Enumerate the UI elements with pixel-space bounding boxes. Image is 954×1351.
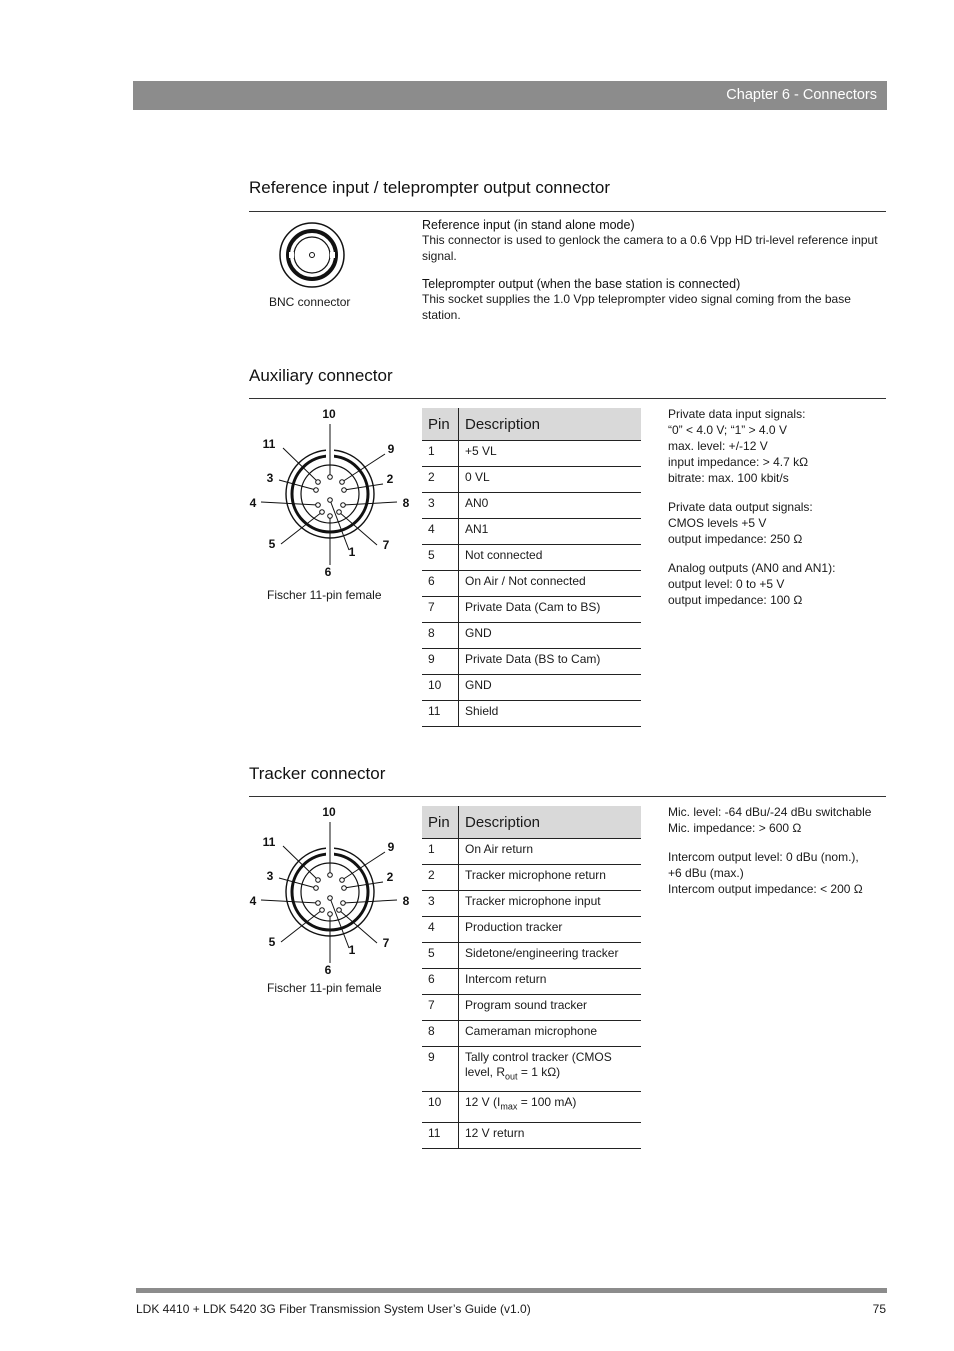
pin-socket: [328, 514, 333, 519]
pin-description: Intercom return: [459, 969, 642, 995]
pin-description: On Air / Not connected: [459, 571, 642, 597]
reference-descriptions: [422, 218, 884, 323]
teleprompter-output-heading: Teleprompter output (when the base station is connected): [422, 277, 741, 291]
note-line: Intercom output level: 0 dBu (nom.),: [668, 850, 859, 864]
chapter-header-bar: [133, 81, 887, 110]
pin-label: 9: [387, 442, 395, 456]
pin-socket: [328, 912, 333, 917]
pin-label: 11: [262, 835, 276, 849]
pin-socket: [316, 480, 321, 485]
pin-number: 10: [422, 1092, 459, 1122]
auxiliary-connector-caption: Fischer 11-pin female: [267, 588, 382, 602]
pin-label: 3: [266, 471, 274, 485]
pin-leader-line: [344, 882, 383, 888]
pin-label: 6: [324, 565, 332, 579]
pin-label: 6: [324, 963, 332, 977]
note-line: Private data output signals:: [668, 500, 813, 514]
pin-label: 5: [268, 537, 276, 551]
reference-section-title: Reference input / teleprompter output connector: [249, 178, 610, 197]
pin-number: 5: [422, 545, 459, 571]
table-row: [422, 1092, 641, 1122]
table-row: [422, 493, 641, 519]
section-divider: [249, 398, 886, 399]
pin-socket: [337, 908, 342, 913]
reference-input-text: This connector is used to genlock the camera to a 0.6 Vpp HD tri-level reference input signal.: [422, 233, 878, 263]
table-row: [422, 571, 641, 597]
pin-leader-line: [279, 480, 316, 490]
pin-label: 1: [348, 943, 356, 957]
table-row: [422, 701, 641, 727]
pin-number: 7: [422, 597, 459, 623]
pin-number: 8: [422, 1021, 459, 1047]
note-line: output level: 0 to +5 V: [668, 577, 785, 591]
note-line: Analog outputs (AN0 and AN1):: [668, 561, 836, 575]
table-row: [422, 943, 641, 969]
pin-description: Tracker microphone return: [459, 865, 642, 891]
note-line: Private data input signals:: [668, 407, 806, 421]
table-row: [422, 649, 641, 675]
auxiliary-pin-table: [422, 408, 641, 727]
pin-description: GND: [459, 623, 642, 649]
pin-leader-line: [330, 500, 349, 550]
pin-socket: [316, 503, 321, 508]
pin-number: 3: [422, 891, 459, 917]
pin-description: AN1: [459, 519, 642, 545]
tracker-section-title: Tracker connector: [249, 764, 386, 783]
pin-number: 1: [422, 839, 459, 865]
pin-description: Private Data (Cam to BS): [459, 597, 642, 623]
table-row: [422, 1021, 641, 1047]
pin-leader-line: [279, 878, 316, 888]
pin-label: 3: [266, 869, 274, 883]
pin-label: 10: [322, 407, 336, 421]
page-number: 75: [872, 1302, 886, 1316]
pin-number: 4: [422, 917, 459, 943]
note-line: output impedance: 100 Ω: [668, 593, 803, 607]
tracker-connector-caption: Fischer 11-pin female: [267, 981, 382, 995]
pin-description: Private Data (BS to Cam): [459, 649, 642, 675]
pin-leader-line: [343, 502, 397, 505]
pin-number: 7: [422, 995, 459, 1021]
pin-socket: [316, 878, 321, 883]
section-divider: [249, 796, 886, 797]
pin-leader-line: [344, 484, 383, 490]
pin-label: 2: [386, 472, 394, 486]
pin-leader-line: [343, 900, 397, 903]
document-title: LDK 4410 + LDK 5420 3G Fiber Transmission System User’s Guide (v1.0): [136, 1302, 531, 1316]
table-row: [422, 917, 641, 943]
pin-socket: [341, 503, 346, 508]
fischer-11-pin-diagram: [245, 402, 415, 580]
table-row: [422, 675, 641, 701]
pin-label: 7: [382, 936, 390, 950]
pin-description: GND: [459, 675, 642, 701]
pin-number: 2: [422, 865, 459, 891]
chapter-title: Chapter 6 - Connectors: [726, 87, 877, 103]
pin-leader-line: [261, 502, 318, 505]
pin-description: AN0: [459, 493, 642, 519]
pin-column-header: Pin: [422, 806, 459, 839]
note-line: +6 dBu (max.): [668, 866, 744, 880]
pin-number: 2: [422, 467, 459, 493]
pin-number: 11: [422, 701, 459, 727]
pin-socket: [340, 878, 345, 883]
pin-description: Shield: [459, 701, 642, 727]
table-row: [422, 623, 641, 649]
table-row: [422, 545, 641, 571]
table-row: [422, 467, 641, 493]
pin-label: 1: [348, 545, 356, 559]
pin-socket: [316, 901, 321, 906]
note-line: bitrate: max. 100 kbit/s: [668, 471, 789, 485]
pin-label: 10: [322, 805, 336, 819]
tracker-pin-table: [422, 806, 641, 1149]
pin-label: 2: [386, 870, 394, 884]
note-line: input impedance: > 4.7 kΩ: [668, 455, 809, 469]
table-row: [422, 597, 641, 623]
pin-column-header: Pin: [422, 408, 459, 441]
pin-label: 5: [268, 935, 276, 949]
pin-socket: [342, 488, 347, 493]
pin-number: 1: [422, 441, 459, 467]
bnc-connector-caption: BNC connector: [269, 295, 351, 309]
pin-socket: [342, 886, 347, 891]
pin-label: 11: [262, 437, 276, 451]
pin-description: +5 VL: [459, 441, 642, 467]
pin-label: 4: [249, 496, 257, 510]
section-divider: [249, 211, 886, 212]
pin-description: Tally control tracker (CMOS level, $R_{out} = 1$ kΩ): [459, 1047, 642, 1092]
pin-number: 8: [422, 623, 459, 649]
pin-socket: [320, 908, 325, 913]
table-row: [422, 969, 641, 995]
pin-description: 12 V return: [459, 1122, 642, 1148]
pin-description: Cameraman microphone: [459, 1021, 642, 1047]
pin-description: Sidetone/engineering tracker: [459, 943, 642, 969]
pin-number: 10: [422, 675, 459, 701]
teleprompter-output-text: This socket supplies the 1.0 Vpp teleprompter video signal coming from the base station.: [422, 292, 851, 322]
pin-label: 9: [387, 840, 395, 854]
pin-socket: [314, 488, 319, 493]
fischer-11-pin-diagram: [245, 800, 415, 978]
description-column-header: Description: [459, 806, 642, 839]
note-line: Mic. level: -64 dBu/-24 dBu switchable: [668, 805, 872, 819]
pin-socket: [328, 873, 333, 878]
pin-description: Not connected: [459, 545, 642, 571]
table-row: [422, 441, 641, 467]
pin-description: On Air return: [459, 839, 642, 865]
pin-description: Program sound tracker: [459, 995, 642, 1021]
pin-description: Production tracker: [459, 917, 642, 943]
pin-label: 8: [402, 496, 410, 510]
note-line: “0” < 4.0 V; “1” > 4.0 V: [668, 423, 787, 437]
pin-label: 8: [402, 894, 410, 908]
table-row: [422, 519, 641, 545]
pin-number: 5: [422, 943, 459, 969]
pin-number: 9: [422, 649, 459, 675]
pin-number: 3: [422, 493, 459, 519]
table-row: [422, 995, 641, 1021]
pin-leader-line: [330, 898, 349, 948]
table-row: [422, 839, 641, 865]
table-row: [422, 891, 641, 917]
pin-socket: [340, 480, 345, 485]
note-line: output impedance: 250 Ω: [668, 532, 803, 546]
pin-socket: [328, 896, 333, 901]
reference-input-heading: Reference input (in stand alone mode): [422, 218, 635, 232]
footer-bar: [136, 1288, 887, 1293]
table-row: [422, 1047, 641, 1092]
table-row: [422, 865, 641, 891]
pin-socket: [328, 498, 333, 503]
auxiliary-notes: [668, 406, 886, 621]
bnc-connector-icon: [278, 222, 346, 290]
pin-socket: [320, 510, 325, 515]
pin-number: 11: [422, 1122, 459, 1148]
pin-socket: [314, 886, 319, 891]
pin-label: 7: [382, 538, 390, 552]
note-line: max. level: +/-12 V: [668, 439, 768, 453]
note-line: Intercom output impedance: < 200 Ω: [668, 882, 863, 896]
pin-leader-line: [261, 900, 318, 903]
tracker-notes: [668, 804, 886, 910]
pin-number: 6: [422, 969, 459, 995]
auxiliary-section-title: Auxiliary connector: [249, 366, 393, 385]
pin-description: Tracker microphone input: [459, 891, 642, 917]
pin-description: 12 V ($I_{max} = 100$ mA): [459, 1092, 642, 1122]
description-column-header: Description: [459, 408, 642, 441]
pin-socket: [337, 510, 342, 515]
pin-description: 0 VL: [459, 467, 642, 493]
note-line: Mic. impedance: > 600 Ω: [668, 821, 802, 835]
note-line: CMOS levels +5 V: [668, 516, 767, 530]
pin-number: 6: [422, 571, 459, 597]
pin-socket: [328, 475, 333, 480]
pin-number: 9: [422, 1047, 459, 1092]
pin-number: 4: [422, 519, 459, 545]
pin-socket: [341, 901, 346, 906]
table-row: [422, 1122, 641, 1148]
pin-label: 4: [249, 894, 257, 908]
